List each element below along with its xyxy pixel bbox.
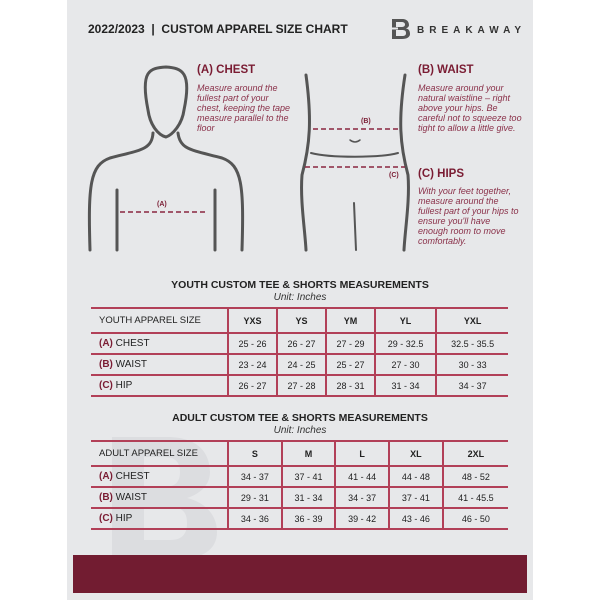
table-cell: 29 - 32.5 xyxy=(375,333,436,354)
size-header: YM xyxy=(326,308,375,333)
measurement-label xyxy=(91,508,228,529)
size-header: 2XL xyxy=(443,441,508,466)
table-cell: 43 - 46 xyxy=(389,508,443,529)
measurement-key: (C) xyxy=(99,380,113,391)
row-label-header: ADULT APPAREL SIZE xyxy=(91,441,228,466)
row-label-header: YOUTH APPAREL SIZE xyxy=(91,308,228,333)
table-header-row xyxy=(91,308,508,333)
table-row xyxy=(91,333,508,354)
table-cell: 29 - 31 xyxy=(228,487,282,508)
footer-bar xyxy=(73,555,527,593)
measurement-label xyxy=(91,487,228,508)
table-cell: 31 - 34 xyxy=(282,487,336,508)
page-title: 2022/2023 | CUSTOM APPAREL SIZE CHART xyxy=(88,22,348,36)
table-cell: 34 - 37 xyxy=(228,466,282,487)
measurement-key: (B) xyxy=(99,492,113,503)
table-cell: 41 - 45.5 xyxy=(443,487,508,508)
measurement-key: (B) xyxy=(99,359,113,370)
table-cell: 24 - 25 xyxy=(277,354,326,375)
size-header: YL xyxy=(375,308,436,333)
waist-marker: (B) xyxy=(361,118,371,125)
measurement-name: WAIST xyxy=(115,359,147,370)
table-cell: 30 - 33 xyxy=(436,354,508,375)
table-cell: 31 - 34 xyxy=(375,375,436,396)
size-header: M xyxy=(282,441,336,466)
table-header-row xyxy=(91,441,508,466)
table-cell: 26 - 27 xyxy=(228,375,277,396)
size-header: S xyxy=(228,441,282,466)
table-cell: 39 - 42 xyxy=(335,508,389,529)
table-row xyxy=(91,466,508,487)
waist-heading: (B) WAIST xyxy=(418,64,474,76)
chest-marker: (A) xyxy=(157,201,167,208)
adult-size-table xyxy=(91,440,508,530)
chest-description: Measure around the fullest part of your chest, keeping the tape measure parallel to the floor xyxy=(197,83,291,133)
measurement-key: (C) xyxy=(99,513,113,524)
measurement-name: WAIST xyxy=(115,492,147,503)
size-header: XL xyxy=(389,441,443,466)
measurement-name: CHEST xyxy=(115,338,150,349)
youth-table-title: YOUTH CUSTOM TEE & SHORTS MEASUREMENTS xyxy=(171,279,429,291)
table-cell: 41 - 44 xyxy=(335,466,389,487)
table-row xyxy=(91,508,508,529)
table-row xyxy=(91,487,508,508)
table-cell: 26 - 27 xyxy=(277,333,326,354)
adult-table-title: ADULT CUSTOM TEE & SHORTS MEASUREMENTS xyxy=(172,412,428,424)
table-cell: 34 - 37 xyxy=(436,375,508,396)
youth-size-table xyxy=(91,307,508,397)
table-cell: 32.5 - 35.5 xyxy=(436,333,508,354)
table-cell: 44 - 48 xyxy=(389,466,443,487)
chest-heading: (A) CHEST xyxy=(197,64,256,76)
measurement-label xyxy=(91,354,228,375)
table-cell: 27 - 28 xyxy=(277,375,326,396)
hips-heading: (C) HIPS xyxy=(418,168,464,180)
measurement-name: HIP xyxy=(115,380,133,391)
table-cell: 25 - 27 xyxy=(326,354,375,375)
measurement-label xyxy=(91,375,228,396)
measurement-key: (A) xyxy=(99,338,113,349)
waist-description: Measure around your natural waistline – right above your hips. Be careful not to squeeze too tight to allow a little give. xyxy=(418,83,522,133)
table-row xyxy=(91,354,508,375)
hips-marker: (C) xyxy=(389,172,399,179)
measurement-label xyxy=(91,333,228,354)
table-cell: 36 - 39 xyxy=(282,508,336,529)
hips-description: With your feet together, measure around the fullest part of your hips to ensure you'll have enough room to move comfortably. xyxy=(418,186,519,246)
measurement-name: HIP xyxy=(115,513,133,524)
measurement-key: (A) xyxy=(99,471,113,482)
size-header: L xyxy=(335,441,389,466)
table-cell: 27 - 29 xyxy=(326,333,375,354)
brand-name: BREAKAWAY xyxy=(417,25,527,36)
table-cell: 37 - 41 xyxy=(389,487,443,508)
youth-table-unit: Unit: Inches xyxy=(273,292,327,303)
measurement-label xyxy=(91,466,228,487)
size-header: YS xyxy=(277,308,326,333)
size-header: YXL xyxy=(436,308,508,333)
measurement-name: CHEST xyxy=(115,471,150,482)
size-header: YXS xyxy=(228,308,277,333)
table-row xyxy=(91,375,508,396)
table-cell: 37 - 41 xyxy=(282,466,336,487)
table-cell: 25 - 26 xyxy=(228,333,277,354)
table-cell: 34 - 37 xyxy=(335,487,389,508)
table-cell: 27 - 30 xyxy=(375,354,436,375)
table-cell: 48 - 52 xyxy=(443,466,508,487)
table-cell: 46 - 50 xyxy=(443,508,508,529)
adult-table-unit: Unit: Inches xyxy=(273,425,327,436)
table-cell: 28 - 31 xyxy=(326,375,375,396)
table-cell: 34 - 36 xyxy=(228,508,282,529)
table-cell: 23 - 24 xyxy=(228,354,277,375)
